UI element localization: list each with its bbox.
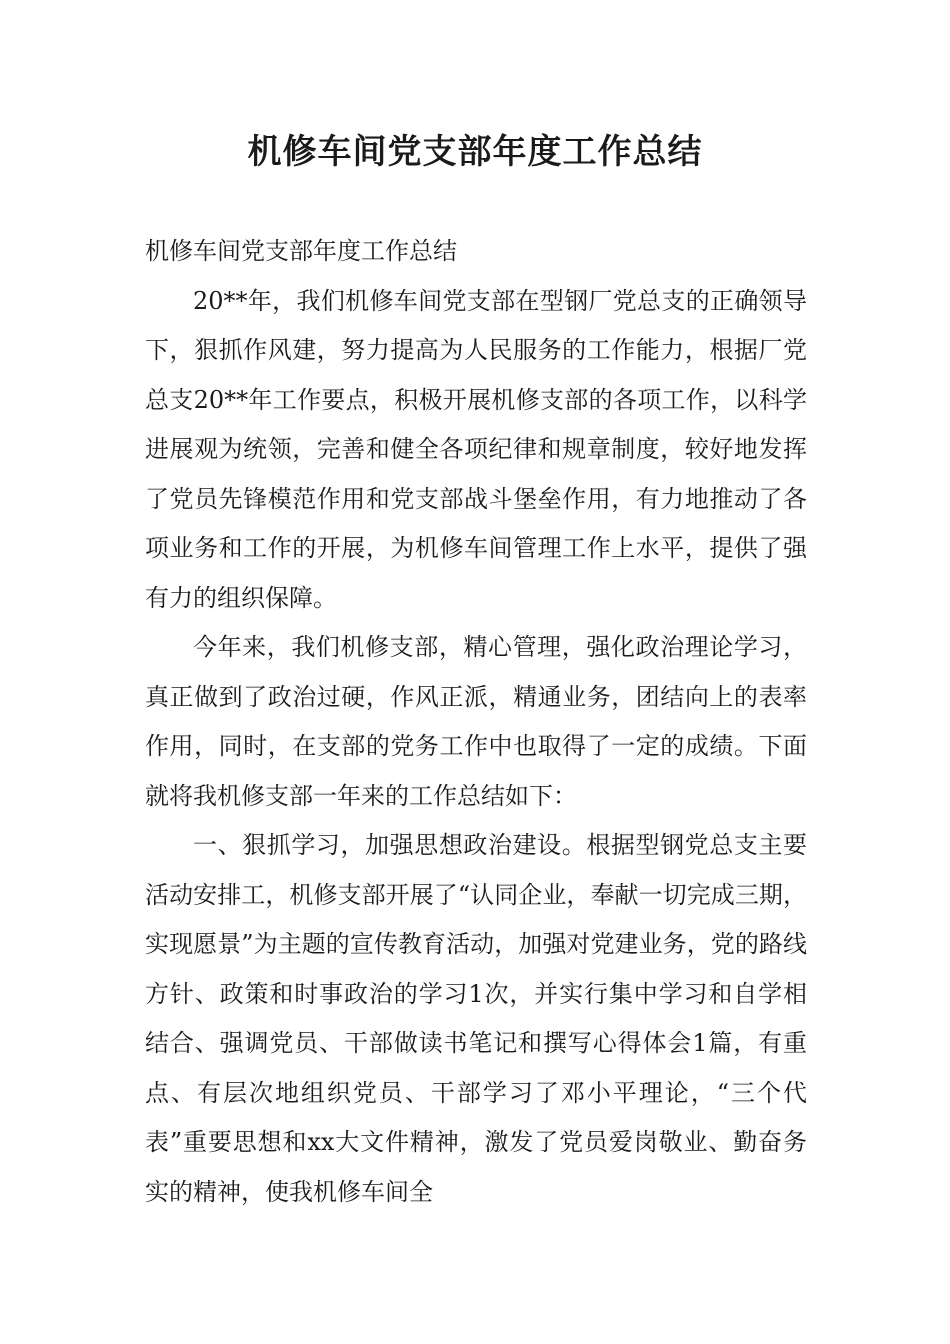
paragraph-section-one: 一、狠抓学习，加强思想政治建设。根据型钢党总支主要活动安排工，机修支部开展了“认同企业，奉献一切完成三期，实现愿景”为主题的宣传教育活动，加强对党建业务，党的路线方针、政策和时事政治的学习1次，并实行集中学习和自学相结合、强调党员、干部做读书笔记和撰写心得体会1篇，有重点、有层次地组织党员、干部学习了邓小平理论，“三个代表”重要思想和xx大文件精神，激发了党员爱岗敬业、勤奋务实的精神，使我机修车间全 — [145, 831, 807, 1206]
document-subtitle: 机修车间党支部年度工作总结 — [145, 237, 457, 265]
paragraph-overview: 今年来，我们机修支部，精心管理，强化政治理论学习，真正做到了政治过硬，作风正派，精通业务，团结向上的表率作用，同时，在支部的党务工作中也取得了一定的成绩。下面就将我机修支部一年来的工作总结如下： — [145, 633, 807, 810]
document-title: 机修车间党支部年度工作总结 — [247, 132, 703, 172]
document-body — [145, 227, 807, 1217]
paragraph-intro: 20**年，我们机修车间党支部在型钢厂党总支的正确领导下，狠抓作风建，努力提高为人民服务的工作能力，根据厂党总支20**年工作要点，积极开展机修支部的各项工作，以科学进展观为统领，完善和健全各项纪律和规章制度，较好地发挥了党员先锋模范作用和党支部战斗堡垒作用，有力地推动了各项业务和工作的开展，为机修车间管理工作上水平，提供了强有力的组织保障。 — [145, 286, 807, 612]
